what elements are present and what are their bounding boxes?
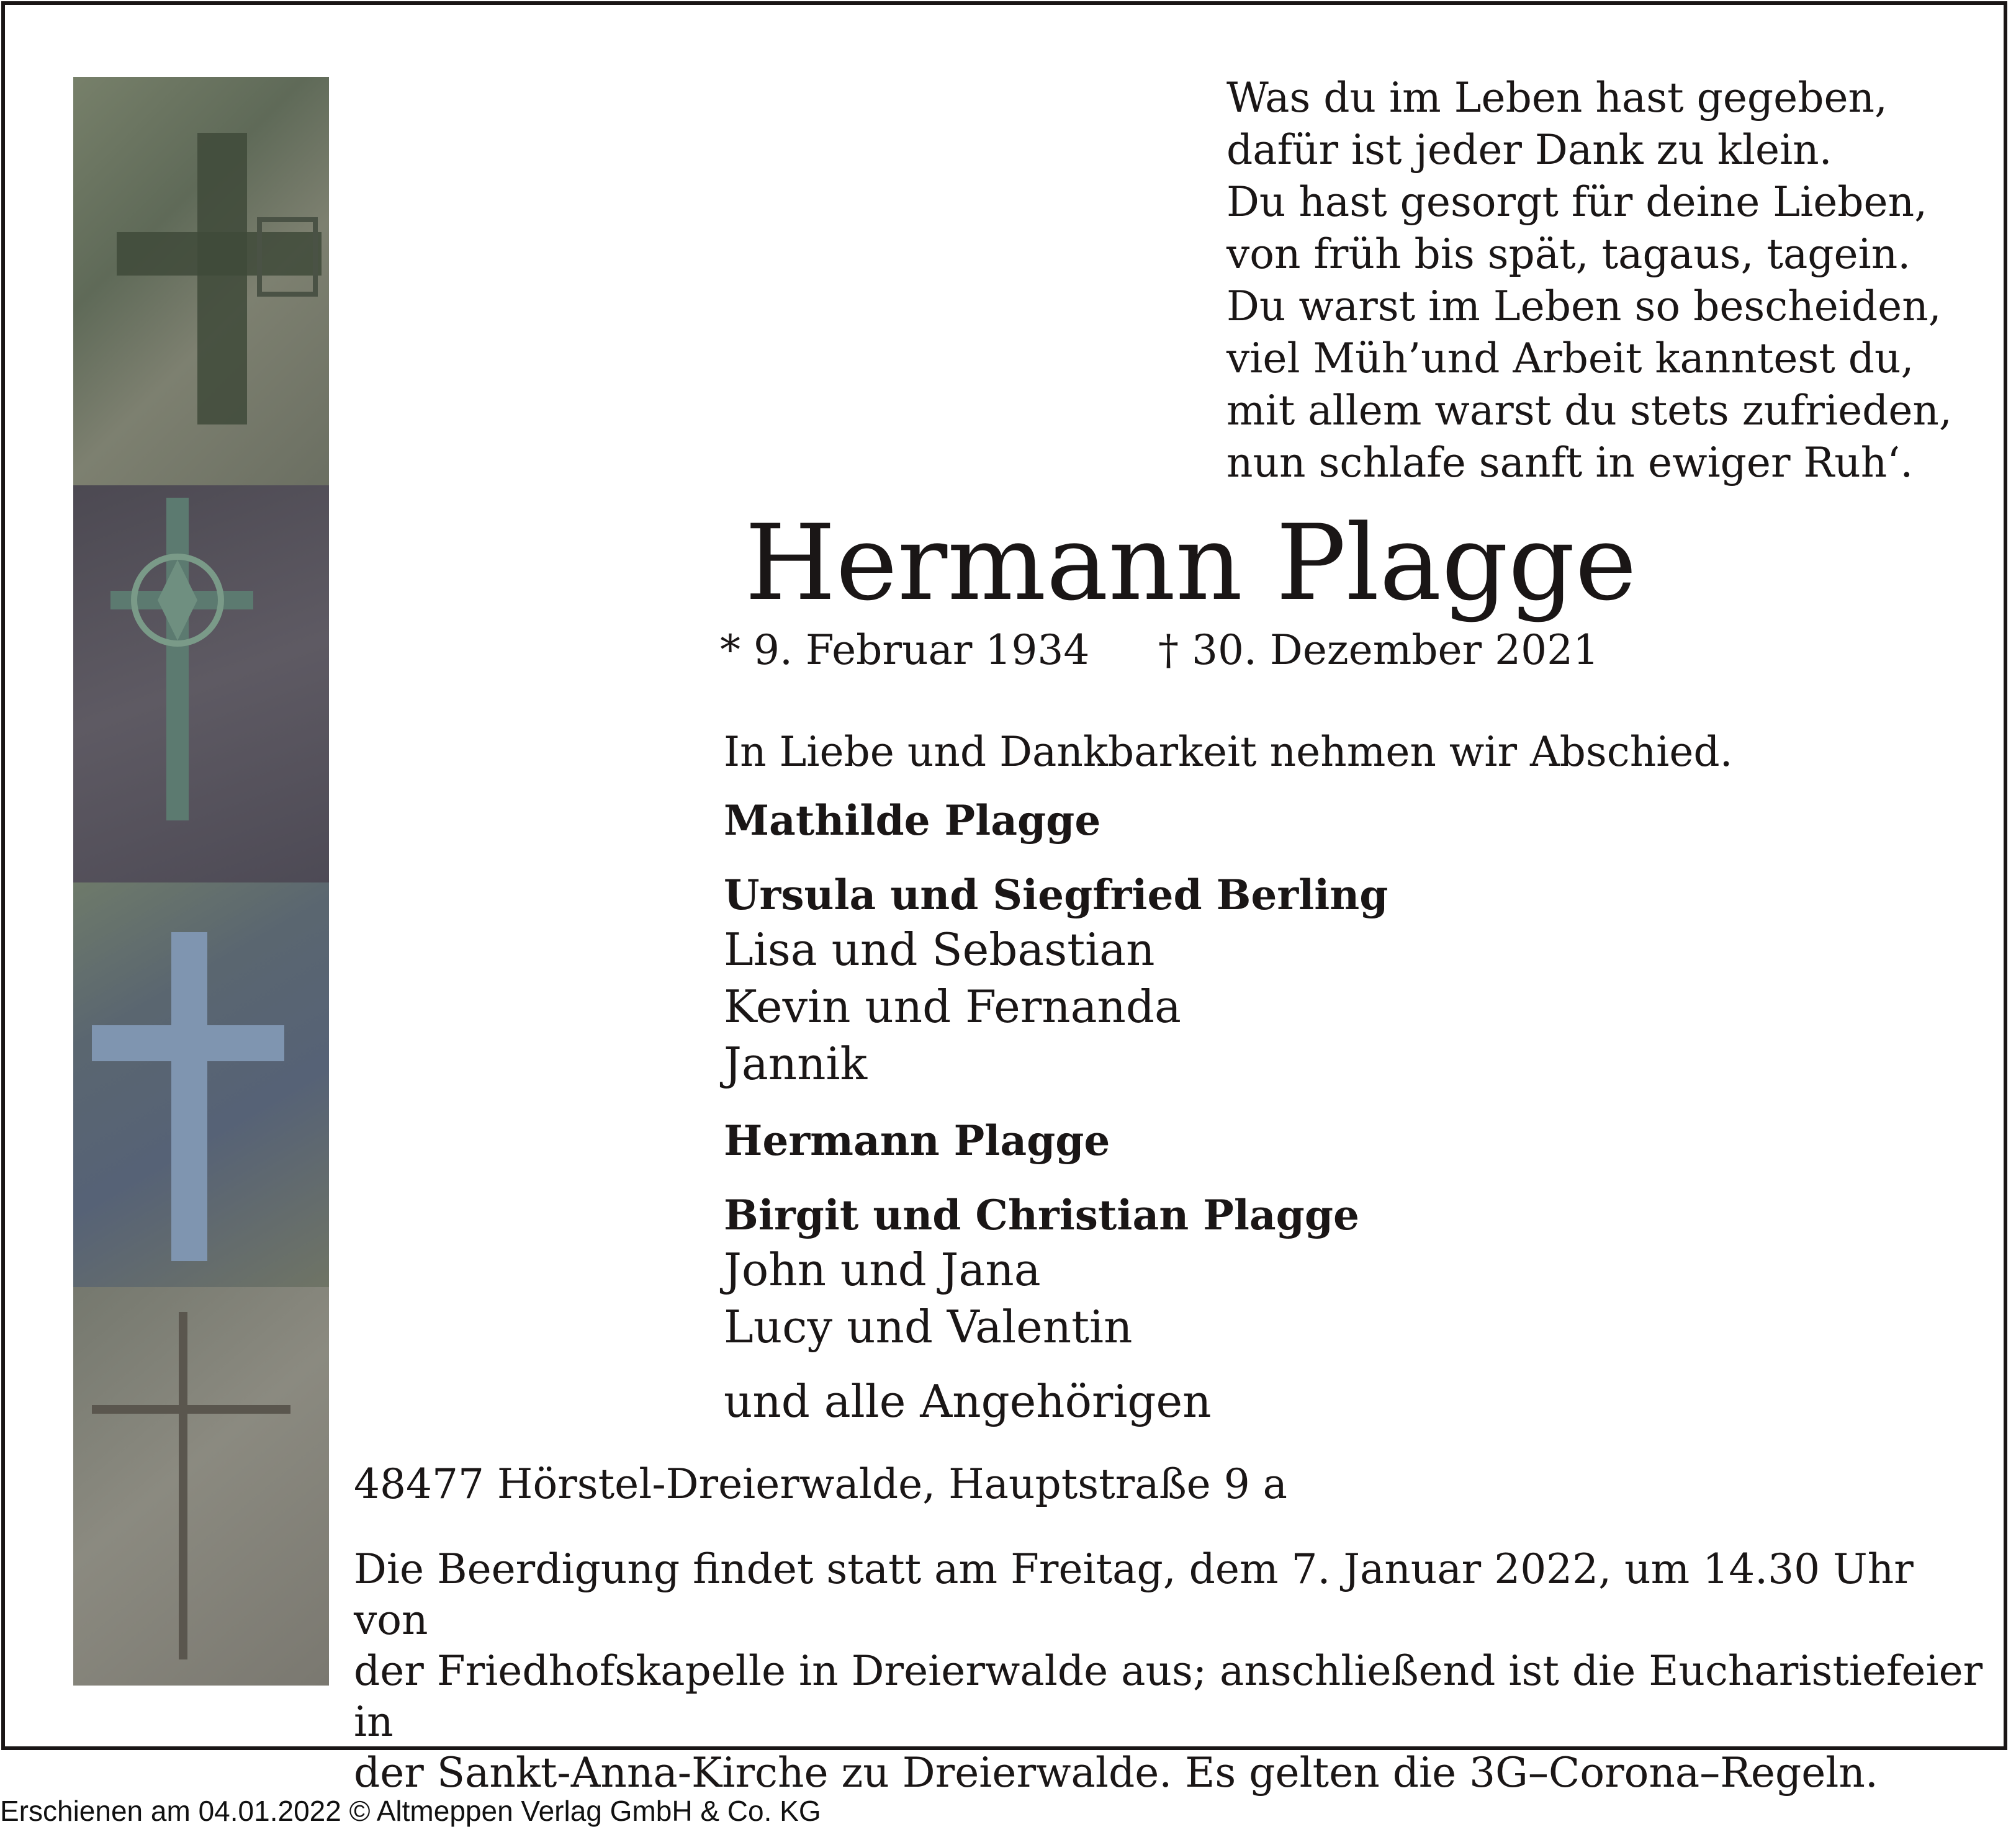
mourner-name: Mathilde Plagge — [724, 796, 1101, 845]
photo-panel-1 — [73, 77, 329, 485]
family-member: Jannik — [724, 1038, 868, 1090]
address: 48477 Hörstel-Dreierwalde, Hauptstraße 9 a — [354, 1460, 1288, 1508]
cross-icon-ornate — [73, 485, 329, 882]
death-date: † 30. Dezember 2021 — [1158, 626, 1600, 674]
cross-icon-plain — [73, 882, 329, 1287]
funeral-notice: Die Beerdigung findet statt am Freitag, dem 7. Januar 2022, um 14.30 Uhr von der Friedhofskapelle in Dreierwalde aus; anschließend ist die Eucharistiefeier in der Sankt-Anna-Kirche zu Dreierwalde. Es gelten die 3G–Corona–Regeln. — [354, 1545, 1983, 1797]
family-name: Ursula und Siegfried Berling — [724, 871, 1388, 919]
family-member: Lucy und Valentin — [724, 1301, 1133, 1353]
photo-panel-3 — [73, 882, 329, 1287]
relatives-line: und alle Angehörigen — [724, 1375, 1212, 1427]
family-member: Lisa und Sebastian — [724, 923, 1155, 976]
family-member: Kevin und Fernanda — [724, 981, 1181, 1033]
farewell-line: In Liebe und Dankbarkeit nehmen wir Abschied. — [724, 728, 1733, 776]
mourners-list — [724, 794, 1388, 1430]
family-member: John und Jana — [724, 1244, 1041, 1296]
memorial-verse: Was du im Leben hast gegeben, dafür ist jeder Dank zu klein. Du hast gesorgt für deine Lieben, von früh bis spät, tagaus, tagein. Du warst im Leben so bescheiden, viel Müh’und Arbeit kanntest du, mit allem warst du stets zufrieden, nun schlafe sanft in ewiger Ruh‘. — [1226, 74, 1952, 487]
deceased-name: Hermann Plagge — [745, 502, 1637, 624]
photo-panel-4 — [73, 1287, 329, 1686]
cross-photo-strip — [73, 77, 329, 1686]
cross-icon-weathered — [73, 77, 329, 485]
mourner-name: Hermann Plagge — [724, 1116, 1110, 1165]
cross-icon-engraved — [73, 1287, 329, 1686]
family-name: Birgit und Christian Plagge — [724, 1191, 1359, 1239]
publication-footer: Erschienen am 04.01.2022 © Altmeppen Verlag GmbH & Co. KG — [0, 1795, 821, 1827]
photo-panel-2 — [73, 485, 329, 882]
birth-date: * 9. Februar 1934 — [720, 626, 1090, 674]
